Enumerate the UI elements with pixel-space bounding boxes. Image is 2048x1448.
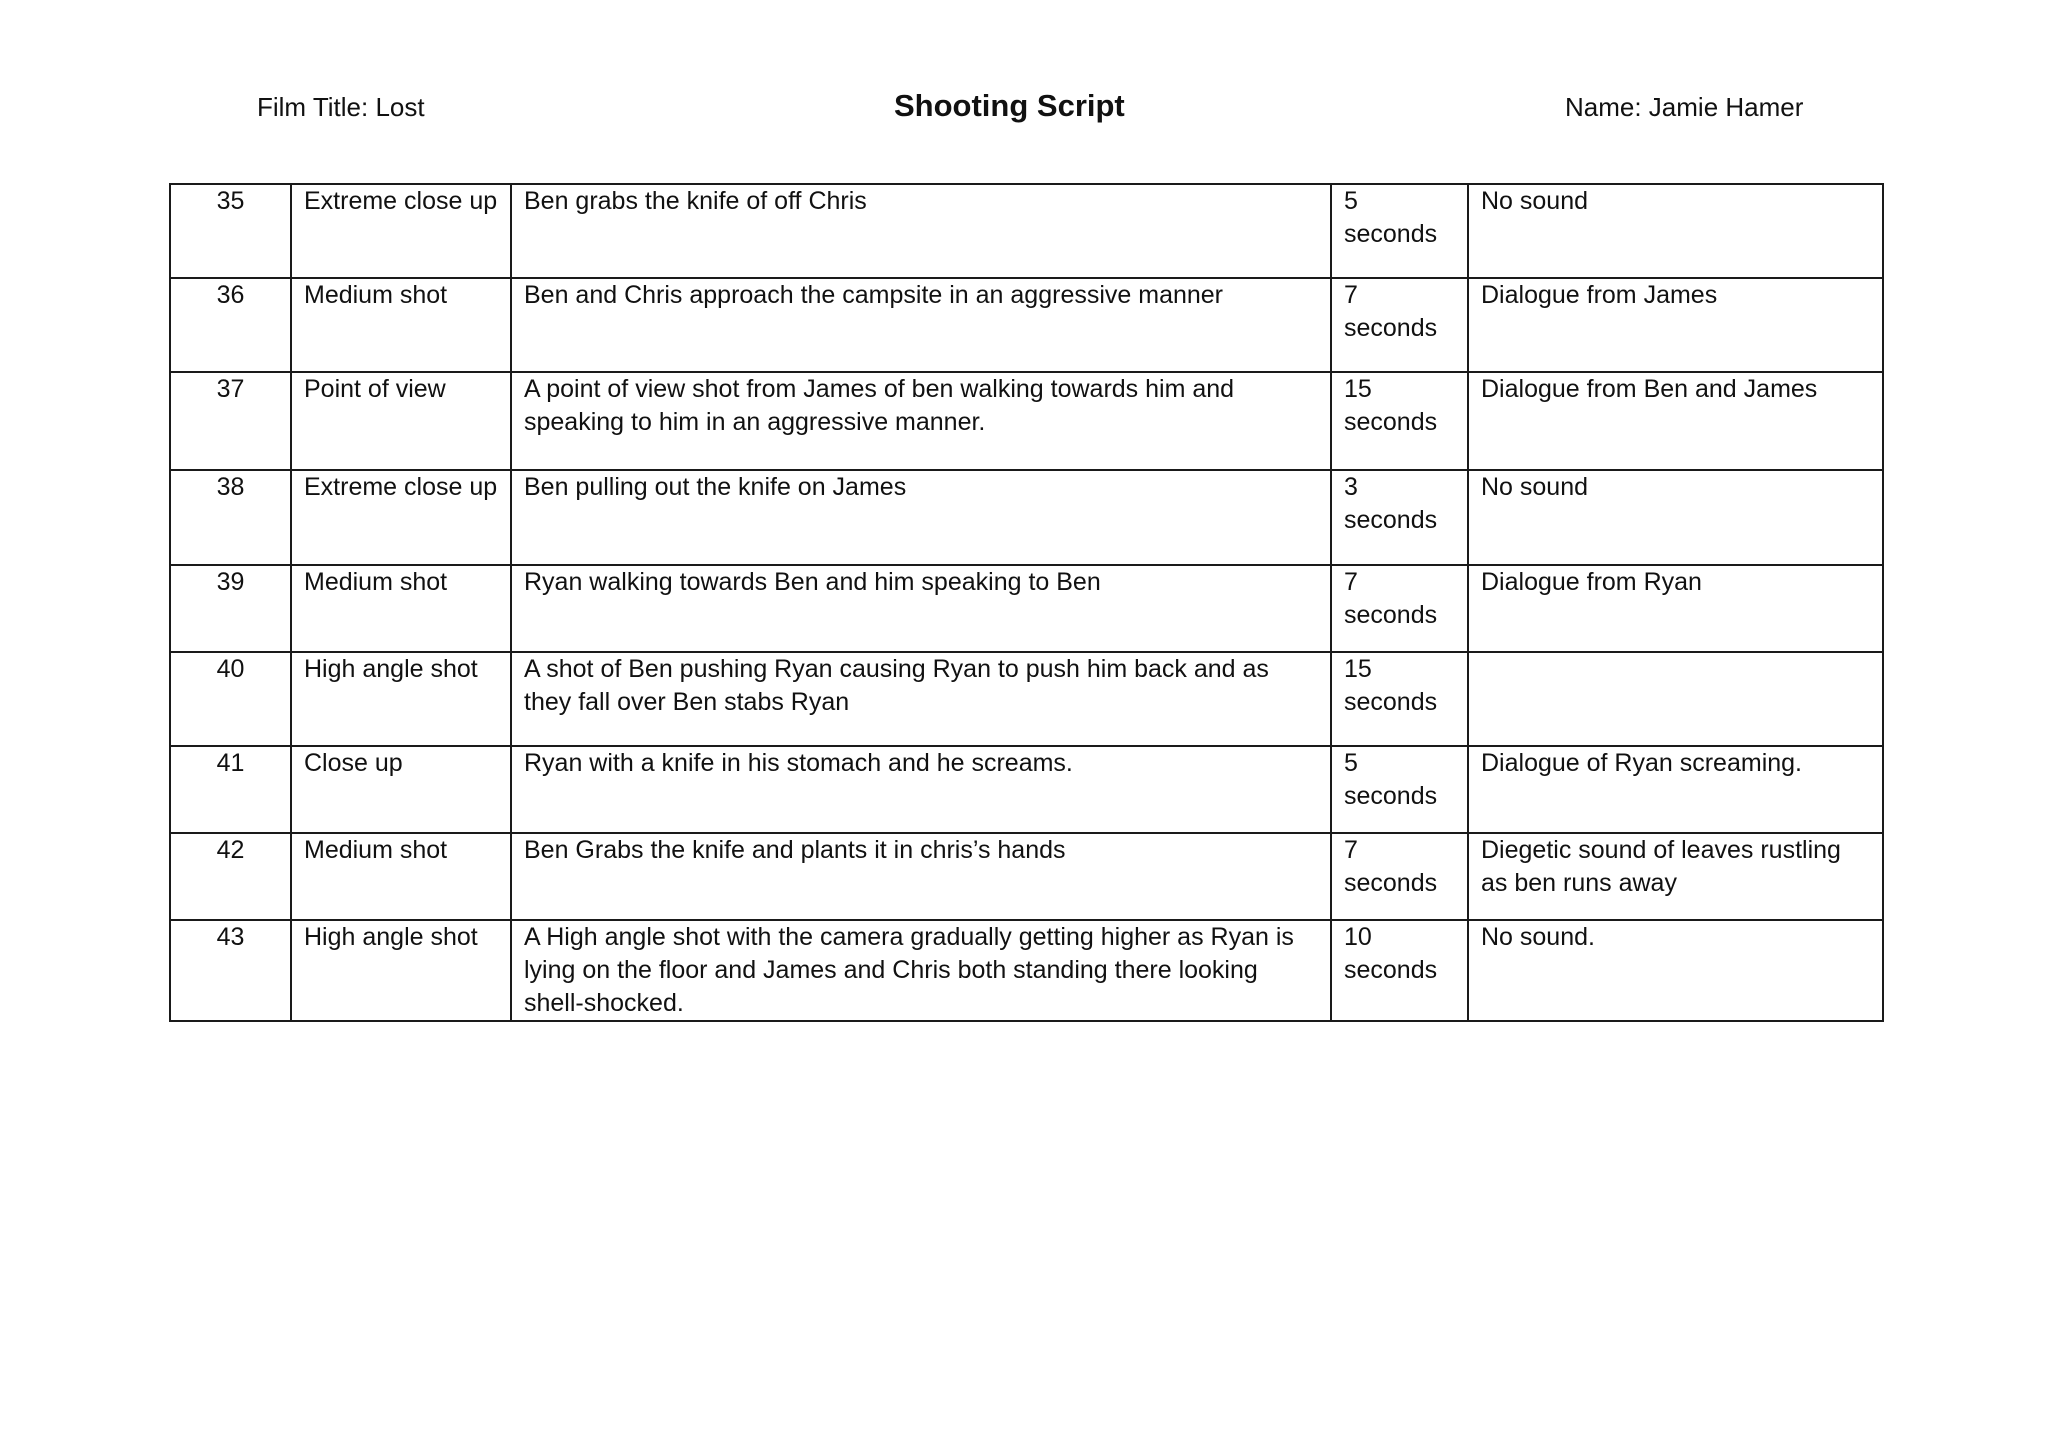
shot-duration: 7 seconds	[1331, 565, 1468, 652]
table-row	[170, 565, 1883, 652]
shot-number: 42	[170, 833, 291, 920]
shot-type: Medium shot	[291, 278, 511, 372]
shot-sound: Dialogue from James	[1468, 278, 1883, 372]
shot-type: Point of view	[291, 372, 511, 470]
shot-description: Ben pulling out the knife on James	[511, 470, 1331, 565]
shot-sound: No sound	[1468, 470, 1883, 565]
table-row	[170, 372, 1883, 470]
shot-duration: 3 seconds	[1331, 470, 1468, 565]
shot-description: Ben and Chris approach the campsite in an aggressive manner	[511, 278, 1331, 372]
shot-description: A point of view shot from James of ben walking towards him and speaking to him in an aggressive manner.	[511, 372, 1331, 470]
shot-number: 36	[170, 278, 291, 372]
shot-duration: 10 seconds	[1331, 920, 1468, 1021]
shot-duration: 5 seconds	[1331, 746, 1468, 833]
shot-number: 39	[170, 565, 291, 652]
shot-type: Close up	[291, 746, 511, 833]
table-row	[170, 652, 1883, 746]
shot-type: Medium shot	[291, 565, 511, 652]
shot-sound: Diegetic sound of leaves rustling as ben runs away	[1468, 833, 1883, 920]
shot-description: Ryan with a knife in his stomach and he screams.	[511, 746, 1331, 833]
shot-duration: 15 seconds	[1331, 372, 1468, 470]
shot-description: Ryan walking towards Ben and him speaking to Ben	[511, 565, 1331, 652]
shot-type: High angle shot	[291, 920, 511, 1021]
shot-sound	[1468, 652, 1883, 746]
table-row	[170, 278, 1883, 372]
shot-duration: 7 seconds	[1331, 278, 1468, 372]
shot-type: High angle shot	[291, 652, 511, 746]
shot-number: 35	[170, 184, 291, 278]
shot-duration: 15 seconds	[1331, 652, 1468, 746]
table-row	[170, 184, 1883, 278]
shot-description: Ben grabs the knife of off Chris	[511, 184, 1331, 278]
shot-duration: 7 seconds	[1331, 833, 1468, 920]
table-row	[170, 833, 1883, 920]
shot-sound: Dialogue from Ben and James	[1468, 372, 1883, 470]
shot-number: 43	[170, 920, 291, 1021]
shot-type: Medium shot	[291, 833, 511, 920]
shot-type: Extreme close up	[291, 470, 511, 565]
table-row	[170, 470, 1883, 565]
shot-number: 38	[170, 470, 291, 565]
shot-number: 41	[170, 746, 291, 833]
shot-sound: Dialogue of Ryan screaming.	[1468, 746, 1883, 833]
author-name: Name: Jamie Hamer	[1565, 92, 1804, 122]
page-header	[0, 88, 2048, 128]
shot-description: A shot of Ben pushing Ryan causing Ryan to push him back and as they fall over Ben stabs Ryan	[511, 652, 1331, 746]
shot-sound: Dialogue from Ryan	[1468, 565, 1883, 652]
page-title: Shooting Script	[894, 88, 1125, 123]
shot-number: 37	[170, 372, 291, 470]
shot-list-table	[169, 183, 1884, 1022]
shot-number: 40	[170, 652, 291, 746]
table-row	[170, 746, 1883, 833]
shot-description: Ben Grabs the knife and plants it in chris’s hands	[511, 833, 1331, 920]
shot-type: Extreme close up	[291, 184, 511, 278]
shot-sound: No sound	[1468, 184, 1883, 278]
table-row	[170, 920, 1883, 1021]
shot-sound: No sound.	[1468, 920, 1883, 1021]
film-title: Film Title: Lost	[257, 92, 425, 122]
shot-duration: 5 seconds	[1331, 184, 1468, 278]
shot-description: A High angle shot with the camera gradually getting higher as Ryan is lying on the floor and James and Chris both standing there looking shell-shocked.	[511, 920, 1331, 1021]
